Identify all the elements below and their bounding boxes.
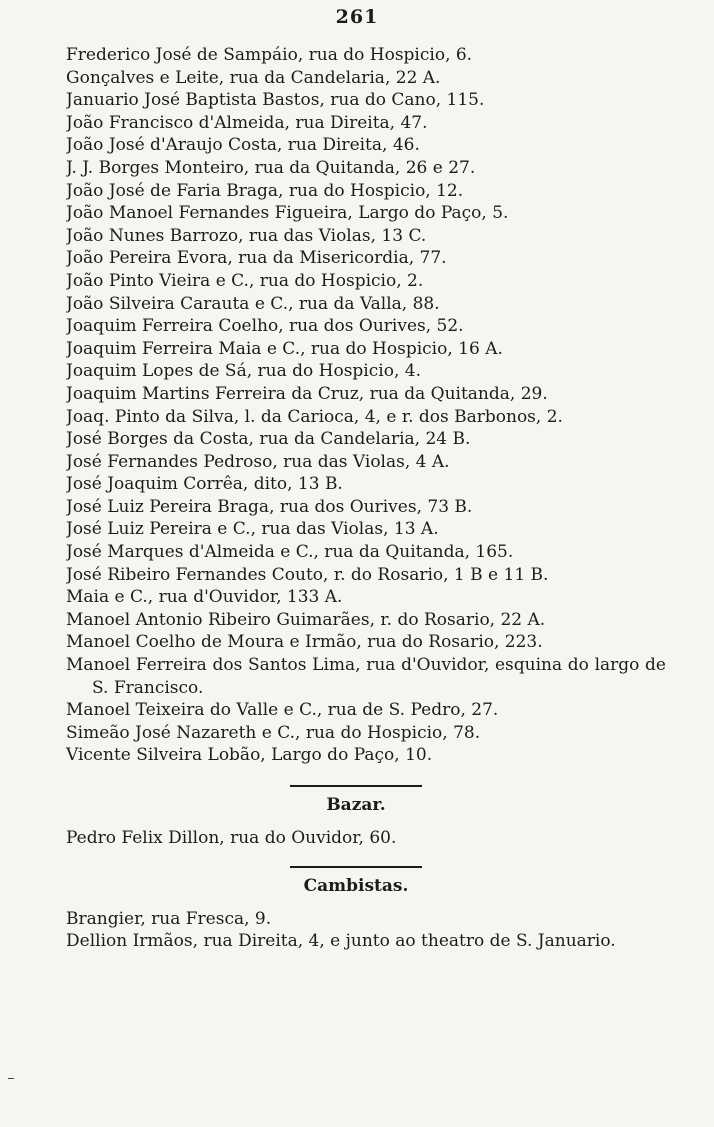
list-item: Dellion Irmãos, rua Direita, 4, e junto ao theatro de S. Januario. [66, 931, 616, 952]
list-item: José Joaquim Corrêa, dito, 13 B. [66, 474, 343, 495]
list-item: Brangier, rua Fresca, 9. [66, 908, 272, 929]
list-item: José Borges da Costa, rua da Candelaria, 24 B. [66, 429, 471, 450]
list-item: Gonçalves e Leite, rua da Candelaria, 22 A. [66, 67, 441, 88]
list-item: João Francisco d'Almeida, rua Direita, 47. [66, 112, 428, 133]
list-item: João José de Faria Braga, rua do Hospicio, 12. [66, 180, 464, 201]
list-item: Frederico José de Sampáio, rua do Hospicio, 6. [66, 45, 473, 65]
entry-list [66, 44, 666, 953]
list-item: Vicente Silveira Lobão, Largo do Paço, 10. [66, 745, 433, 766]
list-item: João Manoel Fernandes Figueira, Largo do Paço, 5. [66, 203, 509, 224]
section-cambistas [66, 866, 666, 953]
section-divider [290, 866, 422, 868]
list-item: Joaquim Martins Ferreira da Cruz, rua da Quitanda, 29. [66, 383, 548, 404]
list-item: J. J. Borges Monteiro, rua da Quitanda, 26 e 27. [66, 157, 476, 178]
list-item: José Fernandes Pedroso, rua das Violas, 4 A. [66, 451, 450, 472]
list-item: Maia e C., rua d'Ouvidor, 133 A. [66, 587, 343, 608]
list-item: João Pinto Vieira e C., rua do Hospicio, 2. [66, 270, 424, 291]
list-item: Manoel Teixeira do Valle e C., rua de S. Pedro, 27. [66, 700, 499, 721]
list-item: Pedro Felix Dillon, rua do Ouvidor, 60. [66, 828, 397, 848]
list-item: Joaquim Ferreira Maia e C., rua do Hospicio, 16 A. [66, 338, 503, 359]
section-title-bazar: Bazar. [326, 795, 386, 815]
list-item: João José d'Araujo Costa, rua Direita, 46. [66, 135, 420, 156]
list-item: José Marques d'Almeida e C., rua da Quitanda, 165. [66, 542, 514, 563]
section-bazar [66, 785, 666, 850]
list-item: José Luiz Pereira Braga, rua dos Ourives, 73 B. [66, 496, 473, 517]
list-item: Manoel Antonio Ribeiro Guimarães, r. do Rosario, 22 A. [66, 609, 546, 630]
list-item: Joaquim Lopes de Sá, rua do Hospicio, 4. [66, 361, 421, 382]
list-item: Januario José Baptista Bastos, rua do Cano, 115. [66, 90, 485, 111]
page-number: 261 [335, 6, 379, 28]
section-title-cambistas: Cambistas. [303, 875, 409, 896]
list-item: José Luiz Pereira e C., rua das Violas, 13 A. [66, 519, 439, 540]
list-item: Joaq. Pinto da Silva, l. da Carioca, 4, e r. dos Barbonos, 2. [66, 406, 563, 427]
list-item: João Nunes Barrozo, rua das Violas, 13 C. [66, 225, 427, 246]
margin-mark [8, 1078, 14, 1079]
list-item: Manoel Coelho de Moura e Irmão, rua do Rosario, 223. [66, 632, 543, 653]
section-divider [290, 785, 422, 787]
list-item: João Pereira Evora, rua da Misericordia, 77. [66, 248, 447, 269]
list-item: Joaquim Ferreira Coelho, rua dos Ourives, 52. [66, 316, 464, 337]
list-item: Manoel Ferreira dos Santos Lima, rua d'Ouvidor, esquina do largo de S. Francisco. [66, 655, 666, 698]
list-item: José Ribeiro Fernandes Couto, r. do Rosario, 1 B e 11 B. [66, 564, 549, 585]
list-item: João Silveira Carauta e C., rua da Valla, 88. [66, 293, 440, 314]
list-item: Simeão José Nazareth e C., rua do Hospicio, 78. [66, 722, 481, 743]
